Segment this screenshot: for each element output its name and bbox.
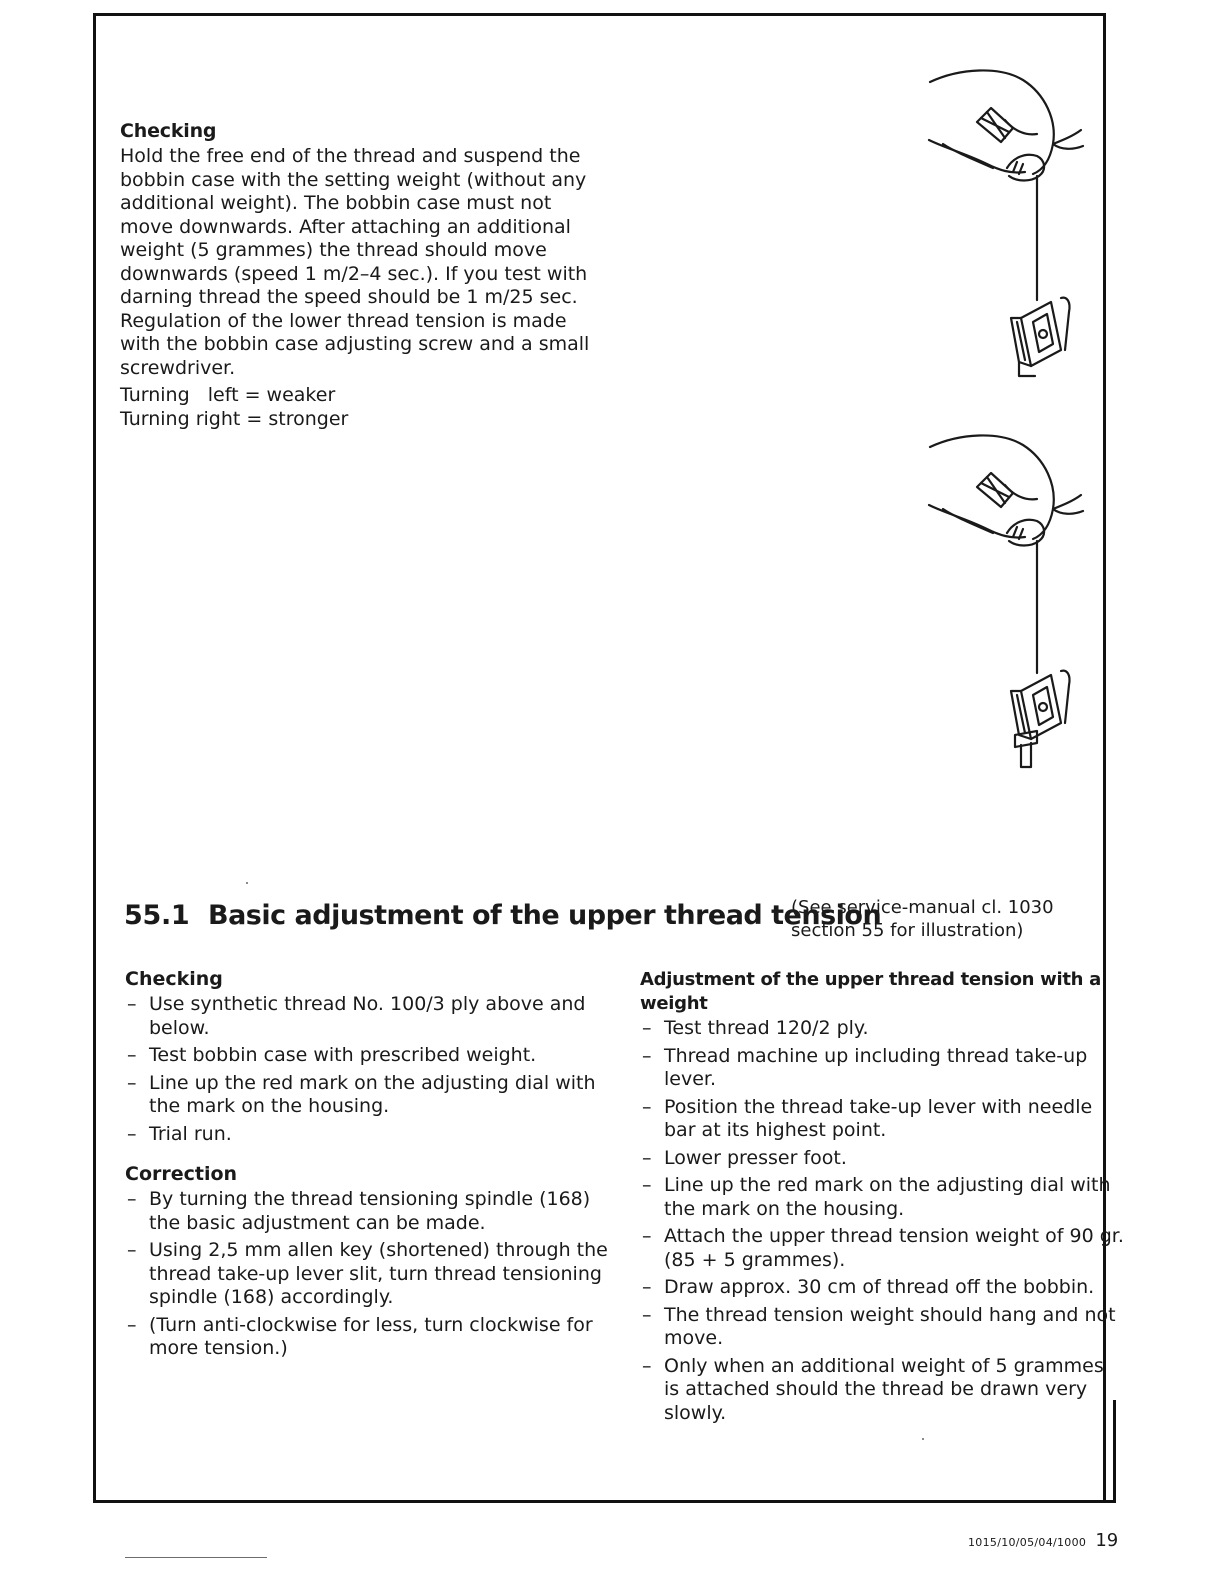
list-item-line: spindle (168) accordingly. bbox=[149, 1286, 394, 1308]
section-note-line: (See service-manual cl. 1030 bbox=[791, 897, 1054, 918]
list-item bbox=[640, 1174, 1111, 1221]
list-item-line: below. bbox=[149, 1016, 210, 1039]
checking-top-heading: Checking bbox=[120, 120, 217, 142]
text-line: downwards (speed 1 m/2–4 sec.). If you test with bbox=[120, 262, 588, 285]
list-item bbox=[640, 1225, 1124, 1272]
list-item-line: – Line up the red mark on the adjusting dial with bbox=[664, 1174, 1111, 1196]
adjustment-heading-line: weight bbox=[640, 992, 708, 1014]
hand-holding-thread-with-bobbin-case-and-weight bbox=[915, 425, 1095, 775]
section-note-line: section 55 for illustration) bbox=[791, 920, 1024, 941]
footer-rule bbox=[125, 1557, 267, 1558]
text-line: with the bobbin case adjusting screw and a small bbox=[120, 333, 590, 355]
list-item-line: thread take-up lever slit, turn thread tensioning bbox=[149, 1262, 602, 1285]
list-item bbox=[640, 1147, 1095, 1171]
checking-top-block bbox=[120, 120, 590, 431]
list-item bbox=[125, 1044, 605, 1068]
list-item-line: – (Turn anti-clockwise for less, turn clockwise for bbox=[149, 1313, 593, 1336]
scan-speck bbox=[922, 1438, 924, 1440]
list-item-line: – Line up the red mark on the adjusting dial with bbox=[149, 1071, 596, 1094]
checking-heading: Checking bbox=[125, 968, 223, 990]
list-item bbox=[640, 1303, 1116, 1351]
list-item-line: – Position the thread take-up lever with needle bbox=[664, 1095, 1093, 1118]
list-item-line: – Attach the upper thread tension weight of 90 gr. bbox=[664, 1225, 1124, 1247]
list-item-line: slowly. bbox=[664, 1401, 727, 1424]
list-item-line: – Thread machine up including thread take-up bbox=[664, 1044, 1088, 1067]
scan-speck bbox=[246, 882, 248, 884]
document-code: 1015/10/05/04/1000 bbox=[968, 1536, 1087, 1549]
list-item bbox=[640, 1096, 1095, 1143]
list-item-line: – Trial run. bbox=[149, 1122, 232, 1145]
text-line: Hold the free end of the thread and suspend the bbox=[120, 145, 581, 167]
list-item-line: – Only when an additional weight of 5 grammes bbox=[664, 1354, 1104, 1377]
list-item-line: – By turning the thread tensioning spindle (168) bbox=[149, 1188, 591, 1210]
adjustment-heading bbox=[640, 968, 1101, 1015]
correction-list bbox=[125, 1188, 608, 1361]
text-line: bobbin case with the setting weight (without any bbox=[120, 168, 587, 191]
list-item bbox=[125, 993, 605, 1040]
frame-shadow-right bbox=[1113, 1400, 1116, 1503]
turning-right-text: Turning right = stronger bbox=[120, 407, 349, 430]
text-line: additional weight). The bobbin case must not bbox=[120, 192, 552, 214]
section-note bbox=[791, 896, 1054, 942]
list-item-line: – Lower presser foot. bbox=[664, 1146, 847, 1169]
text-line: Regulation of the lower thread tension is made bbox=[120, 309, 567, 332]
text-line: screwdriver. bbox=[120, 356, 236, 379]
page-number: 19 bbox=[1095, 1530, 1119, 1551]
checking-top-paragraph bbox=[120, 145, 590, 380]
list-item-line: – Test thread 120/2 ply. bbox=[664, 1017, 869, 1039]
left-column bbox=[125, 968, 608, 1365]
list-item-line: the basic adjustment can be made. bbox=[149, 1211, 486, 1234]
frame-shadow-bottom bbox=[100, 1500, 1116, 1503]
section-title: Basic adjustment of the upper thread tension bbox=[208, 900, 882, 931]
text-line: move downwards. After attaching an additional bbox=[120, 215, 571, 238]
list-item-line: – Use synthetic thread No. 100/3 ply above and bbox=[149, 993, 586, 1015]
correction-heading: Correction bbox=[125, 1163, 238, 1185]
list-item bbox=[640, 1017, 1095, 1041]
list-item-line: – Test bobbin case with prescribed weight. bbox=[149, 1044, 537, 1066]
text-line: weight (5 grammes) the thread should move bbox=[120, 239, 547, 261]
list-item bbox=[125, 1188, 605, 1235]
right-column bbox=[640, 968, 1124, 1429]
list-item bbox=[125, 1239, 608, 1310]
list-item-line: – Using 2,5 mm allen key (shortened) through the bbox=[149, 1239, 608, 1261]
turning-left-text: Turning left = weaker bbox=[120, 384, 336, 406]
list-item-line: lever. bbox=[664, 1068, 717, 1090]
list-item-line: the mark on the housing. bbox=[149, 1095, 390, 1117]
list-item bbox=[640, 1045, 1095, 1092]
list-item-line: more tension.) bbox=[149, 1337, 288, 1359]
list-item bbox=[125, 1314, 605, 1361]
list-item-line: is attached should the thread be drawn very bbox=[664, 1378, 1088, 1400]
list-item-line: the mark on the housing. bbox=[664, 1197, 905, 1220]
list-item bbox=[125, 1072, 605, 1119]
list-item bbox=[125, 1123, 605, 1147]
list-item bbox=[640, 1276, 1095, 1300]
section-number: 55.1 bbox=[124, 900, 190, 931]
list-item-line: bar at its highest point. bbox=[664, 1119, 887, 1141]
list-item-line: (85 + 5 grammes). bbox=[664, 1248, 846, 1271]
page-footer bbox=[968, 1530, 1118, 1551]
adjustment-list bbox=[640, 1017, 1124, 1425]
list-item-line: – Draw approx. 30 cm of thread off the bobbin. bbox=[664, 1276, 1095, 1298]
list-item-line: – The thread tension weight should hang and not bbox=[664, 1303, 1116, 1326]
checking-list bbox=[125, 993, 605, 1146]
adjustment-heading-line: Adjustment of the upper thread tension with a bbox=[640, 969, 1101, 990]
list-item bbox=[640, 1354, 1104, 1426]
list-item-line: move. bbox=[664, 1327, 724, 1349]
text-line: darning thread the speed should be 1 m/25 sec. bbox=[120, 286, 578, 308]
hand-holding-thread-with-bobbin-case bbox=[915, 60, 1095, 390]
